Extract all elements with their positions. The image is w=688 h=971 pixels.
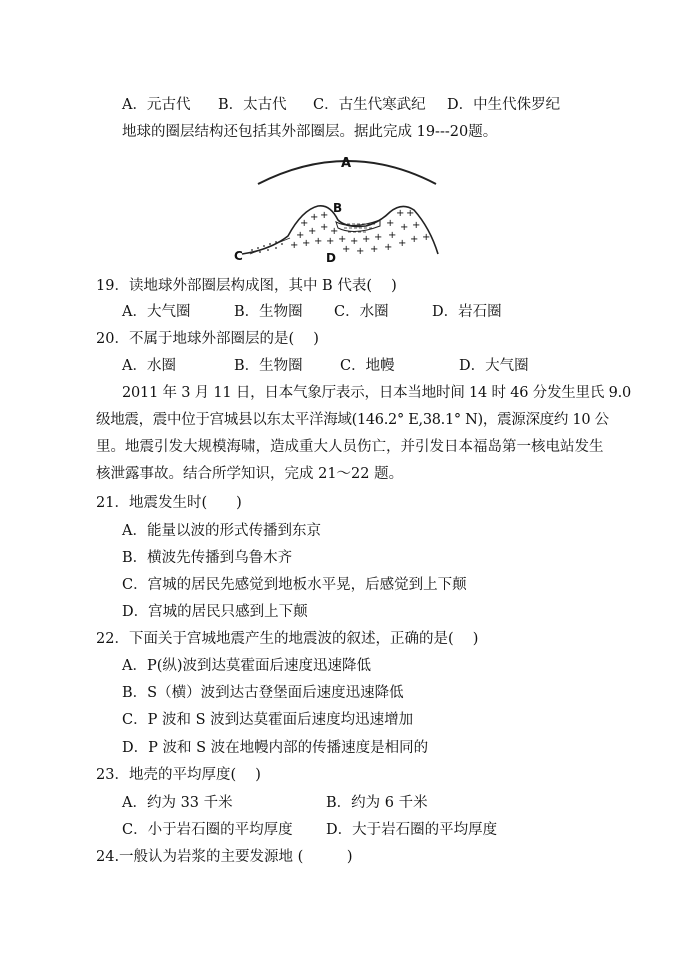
svg-text:+: +: [422, 232, 431, 243]
q22-stem: 22．下面关于宫城地震产生的地震波的叙述，正确的是( ): [96, 631, 479, 647]
q23-option-b: B．约为 6 千米: [326, 795, 428, 811]
svg-text:+: +: [320, 210, 329, 221]
q21-option-d: D．宫城的居民只感到上下颠: [122, 604, 308, 620]
svg-text:+: +: [406, 208, 415, 219]
passage-line-4: 核泄露事故。结合所学知识，完成 21～22 题。: [96, 466, 404, 482]
intro-19-20: 地球的圈层结构还包括其外部圈层。据此完成 19---20题。: [122, 124, 498, 140]
svg-text:+: +: [356, 246, 365, 257]
svg-text:+: +: [374, 232, 383, 243]
svg-text:+: +: [296, 230, 305, 241]
q20-stem: 20．不属于地球外部圈层的是( ): [96, 331, 319, 347]
q21-option-c: C．宫城的居民先感觉到地板水平晃，后感觉到上下颠: [122, 577, 467, 593]
svg-text:+: +: [386, 218, 395, 229]
q19-option-d: D．岩石圈: [432, 304, 502, 320]
label-d: D: [326, 251, 336, 265]
svg-text:+: +: [310, 212, 319, 223]
svg-text:+: +: [308, 226, 317, 237]
label-b: B: [333, 201, 343, 215]
q18-option-c: C．古生代寒武纪: [313, 97, 426, 113]
q23-option-c: C．小于岩石圈的平均厚度: [122, 822, 293, 838]
svg-text:+: +: [350, 236, 359, 247]
q23-option-d: D．大于岩石圈的平均厚度: [326, 822, 498, 838]
svg-text:+: +: [396, 208, 405, 219]
svg-text:+: +: [410, 234, 419, 245]
q20-option-b: B．生物圈: [234, 358, 303, 374]
svg-text:+: +: [388, 230, 397, 241]
svg-text:+: +: [300, 218, 309, 229]
svg-text:+: +: [302, 238, 311, 249]
passage-line-3: 里。地震引发大规模海啸，造成重大人员伤亡，并引发日本福岛第一核电站发生: [96, 439, 604, 455]
svg-text:+: +: [342, 244, 351, 255]
q19-option-a: A．大气圈: [122, 304, 191, 320]
q23-stem: 23．地壳的平均厚度( ): [96, 767, 261, 783]
label-c: C: [234, 249, 243, 263]
svg-text:+: +: [400, 222, 409, 233]
q19-option-b: B．生物圈: [234, 304, 303, 320]
q24-stem: 24.一般认为岩浆的主要发源地 ( ): [96, 849, 353, 865]
svg-text:+: +: [320, 222, 329, 233]
water-b: [336, 220, 380, 232]
svg-text:+: +: [362, 234, 371, 245]
q22-option-d: D．P 波和 S 波在地幔内部的传播速度是相同的: [122, 740, 429, 756]
svg-text:+: +: [384, 242, 393, 253]
q18-option-a: A．元古代: [122, 97, 191, 113]
q19-option-c: C．水圈: [334, 304, 389, 320]
passage-line-1: 2011 年 3 月 11 日，日本气象厅表示，日本当地时间 14 时 46 分发生里氏 9.0: [122, 385, 632, 401]
q23-option-a: A．约为 33 千米: [122, 795, 233, 811]
q22-option-a: A．P(纵)波到达莫霍面后速度迅速降低: [122, 658, 372, 674]
q18-option-d: D．中生代侏罗纪: [447, 97, 561, 113]
q20-option-d: D．大气圈: [459, 358, 529, 374]
q19-stem: 19．读地球外部圈层构成图，其中 B 代表( ): [96, 278, 397, 294]
svg-text:+: +: [398, 238, 407, 249]
q21-option-a: A．能量以波的形式传播到东京: [122, 523, 321, 539]
passage-line-2: 级地震，震中位于宫城县以东太平洋海域(146.2° E,38.1° N)，震源深度约 10 公: [96, 412, 609, 428]
q21-option-b: B．横波先传播到乌鲁木齐: [122, 550, 293, 566]
svg-text:+: +: [314, 236, 323, 247]
q18-option-b: B．太古代: [218, 97, 287, 113]
svg-text:+: +: [412, 220, 421, 231]
q22-option-c: C．P 波和 S 波到达莫霍面后速度均迅速增加: [122, 712, 414, 728]
svg-text:+: +: [290, 240, 299, 251]
q20-option-c: C．地幔: [340, 358, 395, 374]
q21-stem: 21．地震发生时( ): [96, 495, 242, 511]
q22-option-b: B．S（横）波到达古登堡面后速度迅速降低: [122, 685, 404, 701]
svg-text:+: +: [338, 234, 347, 245]
outer-spheres-figure: [230, 150, 450, 265]
svg-text:+: +: [370, 244, 379, 255]
q20-option-a: A．水圈: [122, 358, 176, 374]
svg-text:+: +: [326, 236, 335, 247]
label-a: A: [341, 156, 352, 171]
svg-text:+: +: [330, 226, 339, 237]
